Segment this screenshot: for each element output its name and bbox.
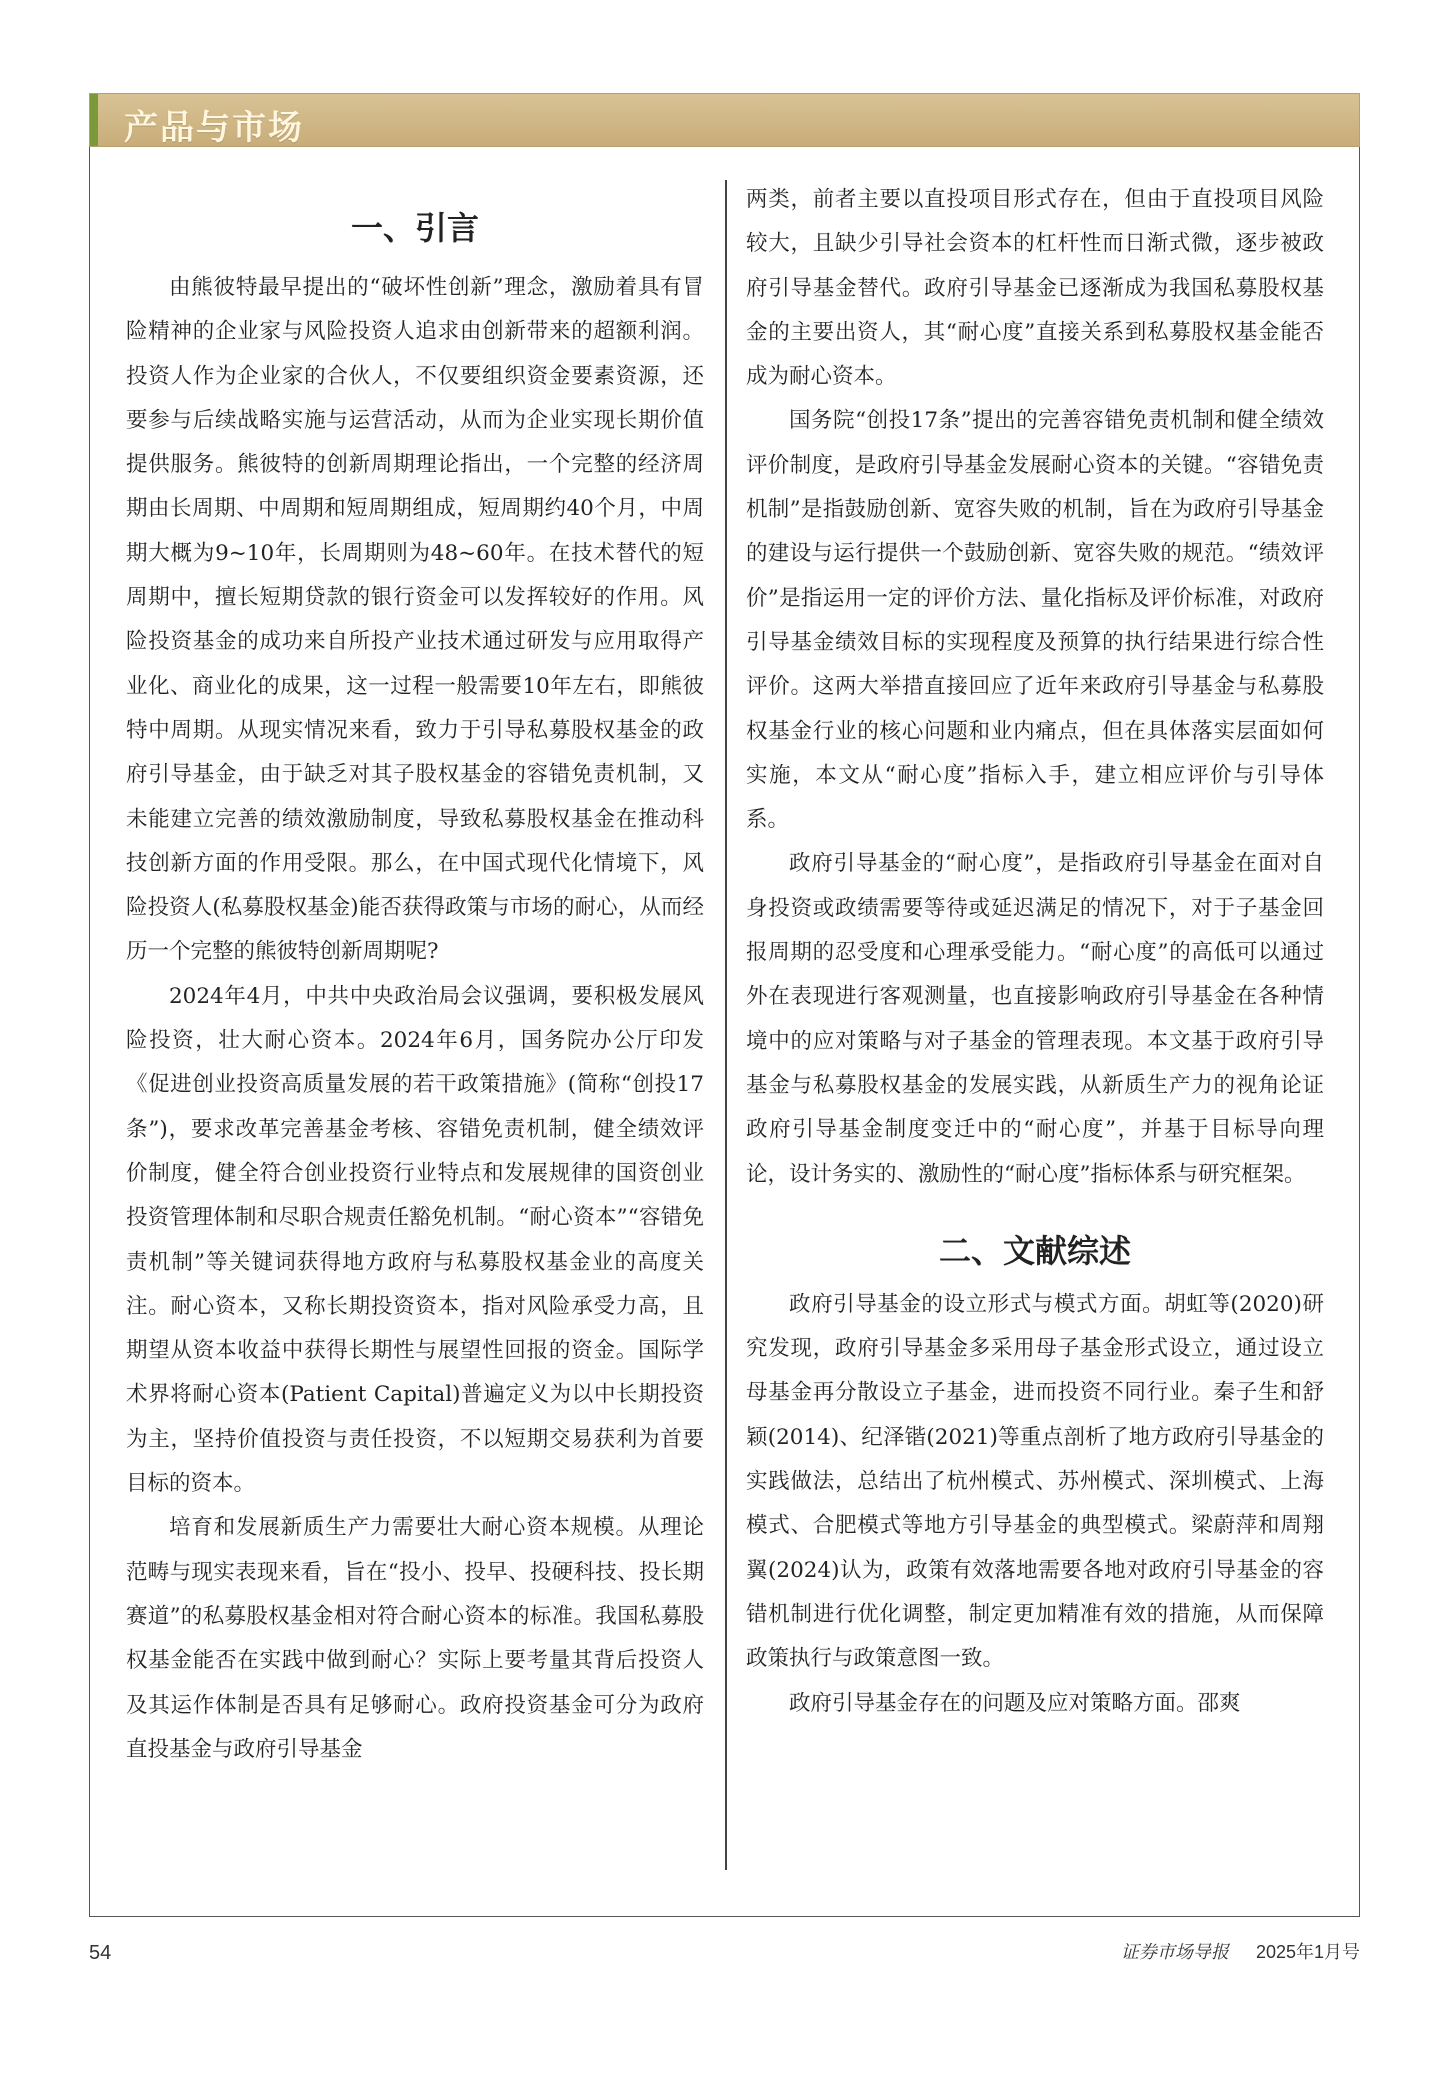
paragraph: 2024年4月，中共中央政治局会议强调，要积极发展风险投资，壮大耐心资本。2024年6月，国务院办公厅印发《促进创业投资高质量发展的若干政策措施》(简称“创投17条”)，要求改革完善基金考核、容错免责机制，健全绩效评价制度，健全符合创业投资行业特点和发展规律的国资创业投资管理体制和尽职合规责任豁免机制。“耐心资本”“容错免责机制”等关键词获得地方政府与私募股权基金业的高度关注。耐心资本，又称长期投资资本，指对风险承受力高，且期望从资本收益中获得长期性与展望性回报的资金。国际学术界将耐心资本(Patient Capital)普遍定义为以中长期投资为主，坚持价值投资与责任投资，不以短期交易获利为首要目标的资本。 [126, 983, 704, 1497]
section-heading-literature-review: 二、文献综述 [938, 1231, 1131, 1270]
paragraph: 由熊彼特最早提出的“破坏性创新”理念，激励着具有冒险精神的企业家与风险投资人追求由创新带来的超额利润。投资人作为企业家的合伙人，不仅要组织资金要素资源，还要参与后续战略实施与运营活动，从而为企业实现长期价值提供服务。熊彼特的创新周期理论指出，一个完整的经济周期由长周期、中周期和短周期组成，短周期约40个月，中周期大概为9~10年，长周期则为48~60年。在技术替代的短周期中，擅长短期贷款的银行资金可以发挥较好的作用。风险投资基金的成功来自所投产业技术通过研发与应用取得产业化、商业化的成果，这一过程一般需要10年左右，即熊彼特中周期。从现实情况来看，致力于引导私募股权基金的政府引导基金，由于缺乏对其子股权基金的容错免责机制，又未能建立完善的绩效激励制度，导致私募股权基金在推动科技创新方面的作用受限。那么，在中国式现代化情境下，风险投资人(私募股权基金)能否获得政策与市场的耐心，从而经历一个完整的熊彼特创新周期呢? [126, 275, 704, 965]
journal-issue: 2025年1月号 [1255, 1942, 1360, 1962]
right-column [746, 178, 1324, 1726]
section-header-bar [89, 93, 1360, 147]
column-divider [725, 180, 727, 1870]
paragraph: 培育和发展新质生产力需要壮大耐心资本规模。从理论范畴与现实表现来看，旨在“投小、投早、投硬科技、投长期赛道”的私募股权基金相对符合耐心资本的标准。我国私募股权基金能否在实践中做到耐心？实际上要考量其背后投资人及其运作体制是否具有足够耐心。政府投资基金可分为政府直投基金与政府引导基金 [126, 1515, 704, 1762]
paragraph: 政府引导基金的“耐心度”，是指政府引导基金在面对自身投资或政绩需要等待或延迟满足的情况下，对于子基金回报周期的忍受度和心理承受能力。“耐心度”的高低可以通过外在表现进行客观测量，也直接影响政府引导基金在各种情境中的应对策略与对子基金的管理表现。本文基于政府引导基金与私募股权基金的发展实践，从新质生产力的视角论证政府引导基金制度变迁中的“耐心度”，并基于目标导向理论，设计务实的、激励性的“耐心度”指标体系与研究框架。 [746, 851, 1324, 1187]
section-label: 产品与市场 [124, 108, 304, 148]
journal-name: 证券市场导报 [1120, 1942, 1229, 1963]
journal-info [1121, 1938, 1360, 1964]
page-number: 54 [89, 1942, 112, 1964]
section-heading-introduction: 一、引言 [350, 209, 479, 247]
left-column [126, 178, 704, 1772]
paragraph: 国务院“创投17条”提出的完善容错免责机制和健全绩效评价制度，是政府引导基金发展耐心资本的关键。“容错免责机制”是指鼓励创新、宽容失败的机制，旨在为政府引导基金的建设与运行提供一个鼓励创新、宽容失败的规范。“绩效评价”是指运用一定的评价方法、量化指标及评价标准，对政府引导基金绩效目标的实现程度及预算的执行结果进行综合性评价。这两大举措直接回应了近年来政府引导基金与私募股权基金行业的核心问题和业内痛点，但在具体落实层面如何实施，本文从“耐心度”指标入手，建立相应评价与引导体系。 [746, 408, 1324, 833]
header-accent-stripe [90, 94, 98, 146]
paragraph: 政府引导基金存在的问题及应对策略方面。邵爽 [789, 1690, 1241, 1716]
paragraph: 政府引导基金的设立形式与模式方面。胡虹等(2020)研究发现，政府引导基金多采用母子基金形式设立，通过设立母基金再分散设立子基金，进而投资不同行业。秦子生和舒颖(2014)、纪泽锴(2021)等重点剖析了地方政府引导基金的实践做法，总结出了杭州模式、苏州模式、深圳模式、上海模式、合肥模式等地方引导基金的典型模式。梁蔚萍和周翔翼(2024)认为，政策有效落地需要各地对政府引导基金的容错机制进行优化调整，制定更加精准有效的措施，从而保障政策执行与政策意图一致。 [746, 1291, 1324, 1672]
paragraph-continuation: 两类，前者主要以直投项目形式存在，但由于直投项目风险较大，且缺少引导社会资本的杠杆性而日渐式微，逐步被政府引导基金替代。政府引导基金已逐渐成为我国私募股权基金的主要出资人，其“耐心度”直接关系到私募股权基金能否成为耐心资本。 [746, 187, 1324, 390]
